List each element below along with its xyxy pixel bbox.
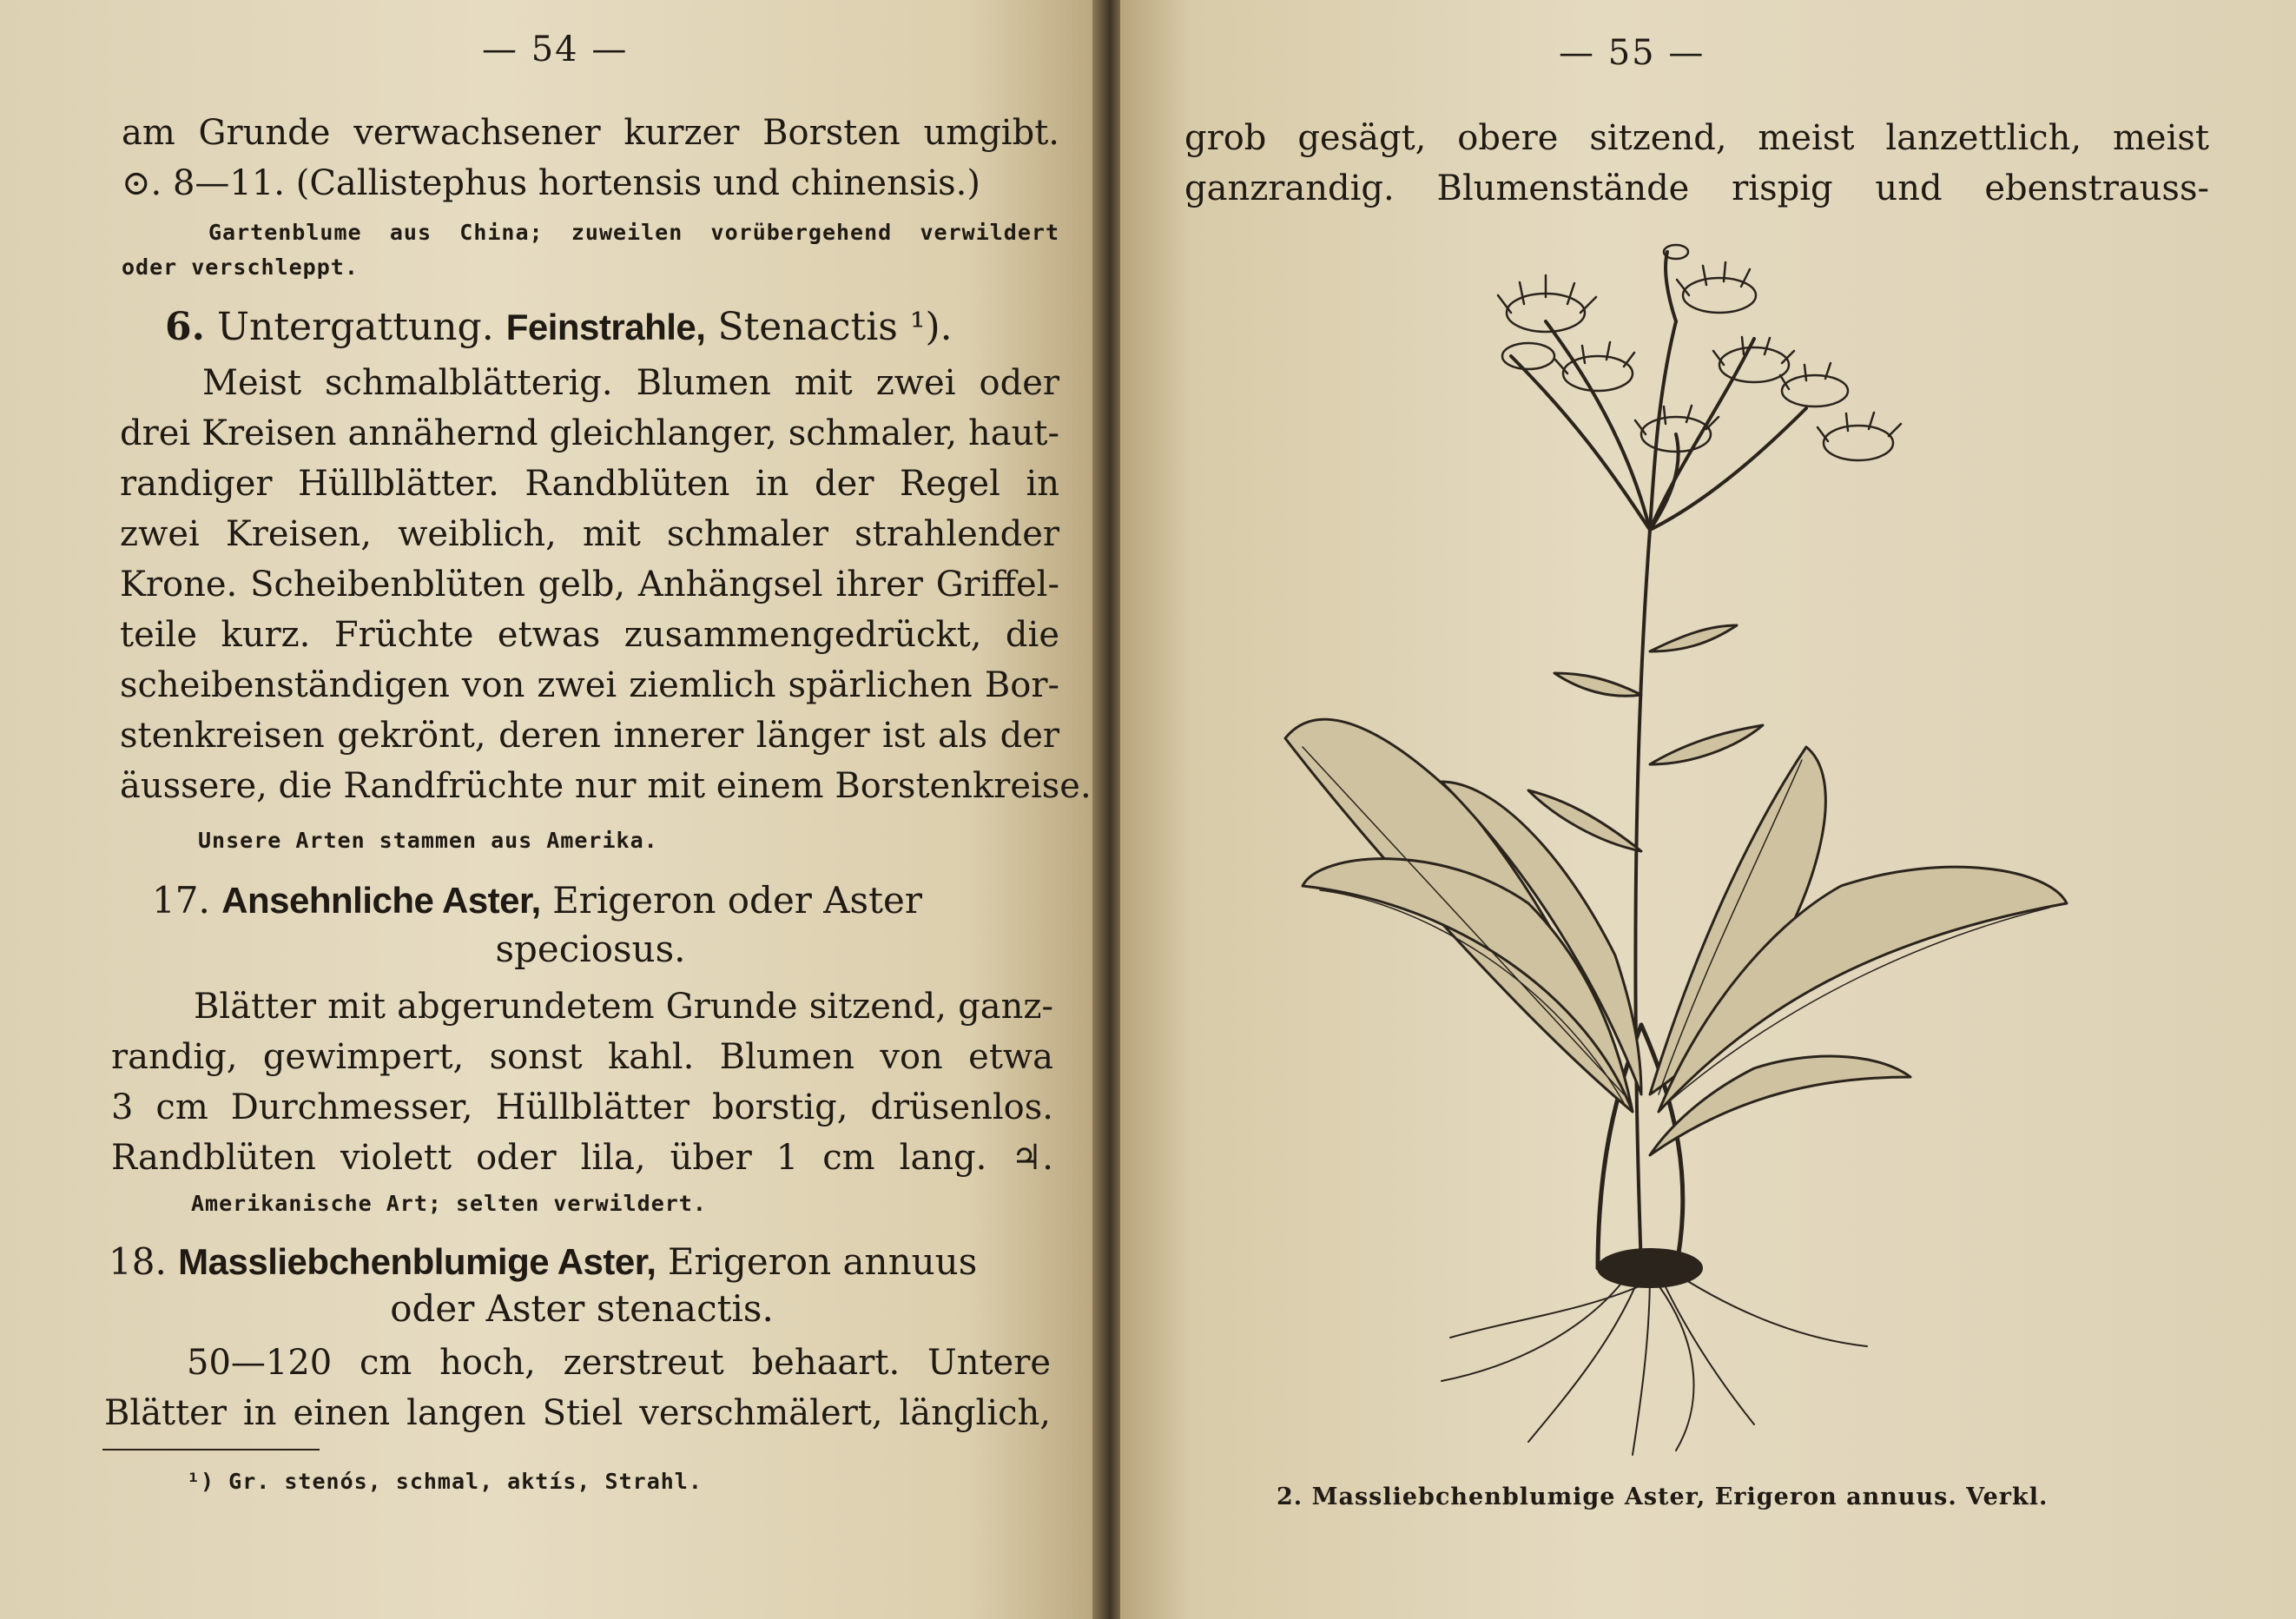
text-line: Meist schmalblätterig. Blumen mit zwei oder bbox=[202, 363, 1059, 403]
flower-heads bbox=[1498, 245, 1901, 460]
text-line: grob gesägt, obere sitzend, meist lanzettlich, meist bbox=[1184, 118, 2209, 158]
intro-block bbox=[122, 108, 1059, 208]
text-line: ganzrandig. Blumenstände rispig und ebenstrauss- bbox=[1184, 169, 2209, 208]
text-line: randiger Hüllblätter. Randblüten in der Regel in bbox=[120, 464, 1059, 504]
subgenus-name: Feinstrahle, bbox=[505, 307, 706, 347]
left-page bbox=[0, 0, 1101, 1619]
page-number-left: — 54 — bbox=[482, 30, 629, 69]
species-name: Massliebchenblumige Aster, bbox=[178, 1241, 656, 1282]
text-line: 50—120 cm hoch, zerstreut behaart. Untere bbox=[187, 1343, 1051, 1383]
species-18-heading-line2 bbox=[109, 1284, 1055, 1334]
text-line: 3 cm Durchmesser, Hüllblätter borstig, drüsenlos. bbox=[111, 1087, 1053, 1127]
text-line: teile kurz. Früchte etwas zusammengedrückt, die bbox=[120, 615, 1059, 655]
text-line: Krone. Scheibenblüten gelb, Anhängsel ihrer Griffel- bbox=[120, 565, 1059, 605]
page-number-right: — 55 — bbox=[1559, 33, 1706, 73]
text-line: scheibenständigen von zwei ziemlich spärlichen Bor- bbox=[120, 665, 1059, 705]
text-line: am Grunde verwachsener kurzer Borsten umgibt. bbox=[122, 113, 1059, 153]
species-latin: oder Aster stenactis. bbox=[390, 1287, 774, 1330]
subgenus-latin: Stenactis ¹). bbox=[717, 305, 953, 349]
species-17-description bbox=[111, 981, 1053, 1183]
subgenus-label: Untergattung. bbox=[216, 305, 494, 349]
subgenus-description bbox=[120, 358, 1092, 811]
figure-caption: 2. Massliebchenblumige Aster, Erigeron annuus. Verkl. bbox=[1277, 1484, 2049, 1510]
note-line: Amerikanische Art; selten verwildert. bbox=[191, 1191, 707, 1216]
text-line: randig, gewimpert, sonst kahl. Blumen von etwa bbox=[111, 1037, 1053, 1077]
footnote-text: ¹) Gr. stenós, schmal, aktís, Strahl. bbox=[187, 1469, 703, 1494]
species-17-heading bbox=[152, 876, 1020, 926]
species-latin: speciosus. bbox=[495, 928, 686, 970]
note-line: Unsere Arten stammen aus Amerika. bbox=[198, 828, 658, 853]
text-line: stenkreisen gekrönt, deren innerer länger ist als der bbox=[120, 716, 1059, 756]
plant-illustration bbox=[1268, 243, 2101, 1459]
species-name: Ansehnliche Aster, bbox=[221, 880, 541, 921]
footnote bbox=[187, 1464, 968, 1499]
right-text-block bbox=[1184, 113, 2209, 214]
note-line: oder verschleppt. bbox=[122, 254, 359, 280]
species-17-heading-line2 bbox=[122, 924, 1059, 975]
intro-note bbox=[122, 215, 1059, 285]
text-line: zwei Kreisen, weiblich, mit schmaler strahlender bbox=[120, 514, 1059, 554]
subgenus-heading bbox=[165, 302, 1033, 353]
leaves bbox=[1285, 625, 2067, 1155]
species-number: 17. bbox=[152, 879, 210, 922]
text-line: Blätter mit abgerundetem Grunde sitzend, ganz- bbox=[194, 987, 1053, 1027]
species-18-heading bbox=[109, 1237, 1055, 1287]
footnote-rule bbox=[102, 1449, 320, 1450]
note-line: Gartenblume aus China; zuweilen vorübergehend verwildert bbox=[208, 220, 1059, 245]
text-line: Blätter in einen langen Stiel verschmälert, länglich, bbox=[104, 1393, 1051, 1433]
text-line: ⊙. 8—11. (Callistephus hortensis und chinensis.) bbox=[122, 163, 981, 203]
text-line: äussere, die Randfrüchte nur mit einem Borstenkreise. bbox=[120, 766, 1092, 806]
species-18-description bbox=[104, 1338, 1051, 1438]
species-latin: Erigeron annuus bbox=[667, 1240, 978, 1283]
roots bbox=[1442, 1249, 1867, 1455]
text-line: drei Kreisen annähernd gleichlanger, schmaler, haut- bbox=[120, 413, 1059, 453]
subgenus-number: 6. bbox=[165, 305, 205, 349]
text-line: Randblüten violett oder lila, über 1 cm lang. ♃. bbox=[111, 1138, 1053, 1178]
species-17-note bbox=[191, 1186, 973, 1221]
subgenus-note bbox=[198, 823, 980, 858]
species-number: 18. bbox=[109, 1240, 167, 1283]
species-latin: Erigeron oder Aster bbox=[552, 879, 922, 922]
